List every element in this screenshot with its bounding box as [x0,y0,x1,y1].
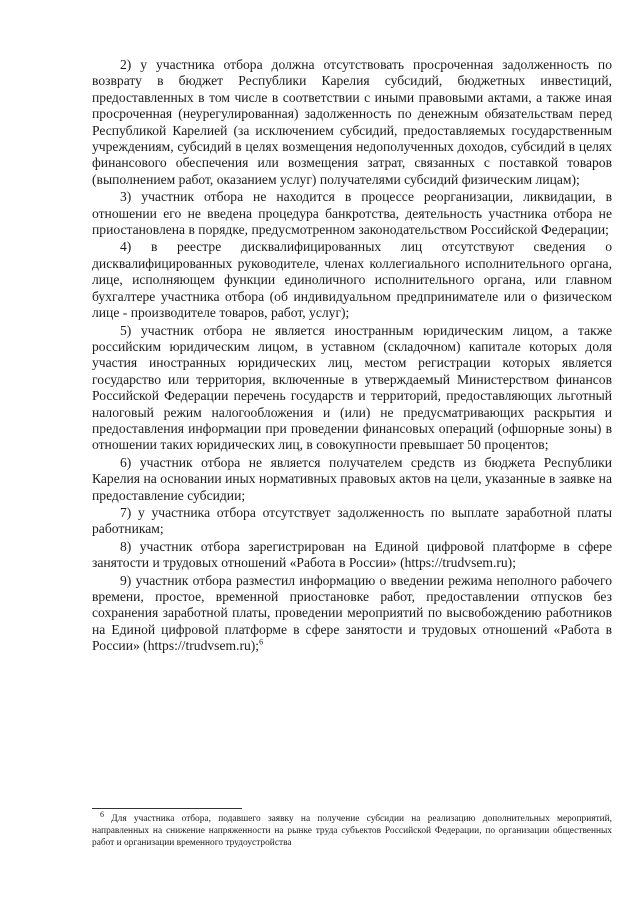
footnote-text: Для участника отбора, подавшего заявку на получение субсидии на реализацию дополнительных мероприятий, направленных на снижение напряженности на рынке труда субъектов Российской Федерации, по организации общественных работ и организации временного трудоустройства [92,814,613,848]
footnote-reference: 6 [259,637,264,647]
paragraph-item-9-text: 9) участник отбора разместил информацию о введении режима неполного рабочего времени, простое, временной приостановке работ, предоставлении отпусков без сохранения заработной платы, проведении мероприятий по высвобождению работников на Единой цифровой платформе в сфере занятости и трудовых отношений «Работа в России» (https://trudvsem.ru); [92,572,612,654]
document-body [92,57,612,655]
footnote [92,809,613,849]
paragraph-item-3: 3) участник отбора не находится в процессе реорганизации, ликвидации, в отношении его не введена процедура банкротства, деятельность участника отбора не приостановлена в порядке, предусмотренном законодательством Российской Федерации; [92,189,612,238]
paragraph-item-6: 6) участник отбора не является получателем средств из бюджета Республики Карелия на основании иных нормативных правовых актов на цели, указанные в заявке на предоставление субсидии; [92,454,612,503]
paragraph-item-4: 4) в реестре дисквалифицированных лиц отсутствуют сведения о дисквалифицированных руководителе, членах коллегиального исполнительного органа, лице, исполняющем функции единоличного исполнительного органа, или главном бухгалтере участника отбора (об индивидуальном предпринимателе или о физическом лице - производителе товаров, работ, услуг); [92,239,612,321]
paragraph-item-7: 7) у участника отбора отсутствует задолженность по выплате заработной платы работникам; [92,504,612,537]
paragraph-item-5: 5) участник отбора не является иностранным юридическим лицом, а также российским юридическим лицом, в уставном (складочном) капитале которых доля участия иностранных юридических лиц, местом регистрации которых является государство или территория, включенные в утверждаемый Министерством финансов Российской Федерации перечень государств и территорий, предоставляющих льготный налоговый режим налогообложения и (или) не предусматривающих раскрытия и предоставления информации при проведении финансовых операций (офшорные зоны) в отношении таких юридических лиц, в совокупности превышает 50 процентов; [92,322,612,453]
footnote-number: 6 [100,809,104,819]
paragraph-item-2: 2) у участника отбора должна отсутствовать просроченная задолженность по возврату в бюджет Республики Карелия субсидий, бюджетных инвестиций, предоставленных в том числе в соответствии с иными правовыми актами, а также иная просроченная (неурегулированная) задолженность по денежным обязательствам перед Республикой Карелией (за исключением субсидий, предоставляемых государственным учреждениям, субсидий в целях возмещения недополученных доходов, субсидий в целях финансового обеспечения или возмещения затрат, связанных с поставкой товаров (выполнением работ, оказанием услуг) получателями субсидий физическим лицам); [92,57,612,187]
paragraph-item-9 [92,573,612,655]
footnote-separator [92,808,242,809]
paragraph-item-8: 8) участник отбора зарегистрирован на Единой цифровой платформе в сфере занятости и трудовых отношений «Работа в России» (https://trudvsem.ru); [92,538,612,571]
